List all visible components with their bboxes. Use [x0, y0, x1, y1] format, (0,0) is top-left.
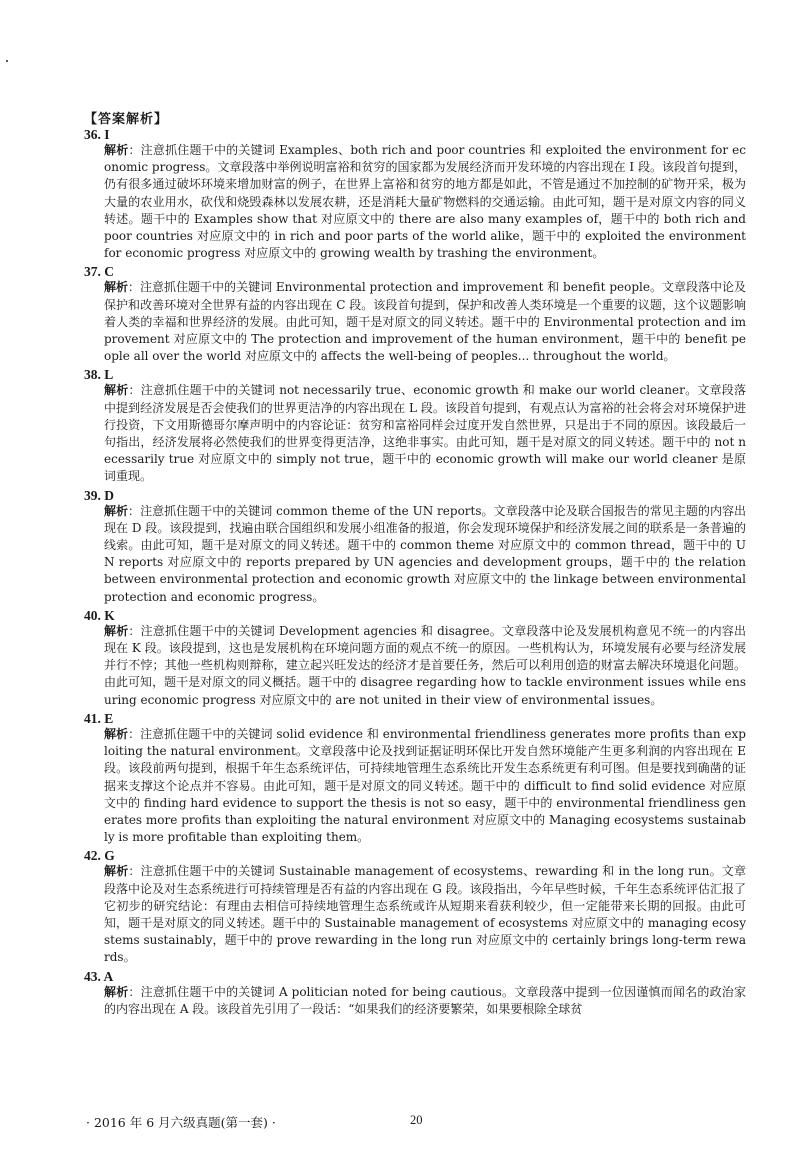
explanation-label: 解析 — [104, 623, 129, 638]
question-number: 39. D — [84, 487, 114, 503]
explanation-label: 解析 — [104, 503, 129, 518]
answer-item — [84, 367, 746, 485]
explanation-label: 解析 — [104, 383, 129, 398]
scan-speck — [6, 60, 8, 62]
answer-item — [84, 127, 746, 262]
page-number: 20 — [410, 1113, 423, 1127]
answer-item — [84, 608, 746, 709]
explanation-label: 解析 — [104, 726, 129, 741]
question-number: 37. C — [84, 264, 114, 280]
answer-list — [84, 127, 746, 1020]
question-number: 38. L — [84, 367, 114, 383]
explanation-label: 解析 — [104, 143, 129, 157]
explanation-text: ：注意抓住题干中的关键词 A politician noted for being cautious。文章段落中提到一位因谨慎而闻名的政治家的内容出现在 A 段。该段首先引用了一段话：“如果我们的经济要繁荣，如果要根除全球贫 — [104, 984, 746, 1016]
explanation-label: 解析 — [104, 280, 129, 295]
explanation-paragraph — [104, 726, 746, 846]
answer-item — [84, 969, 746, 1018]
explanation-paragraph — [104, 623, 746, 709]
question-number: 36. I — [84, 127, 110, 142]
answer-item — [84, 264, 746, 365]
explanation-text: ：注意抓住题干中的关键词 not necessarily true、economic growth 和 make our world cleaner。文章段落中提到经济发展是否会使我们的世界更洁净的内容出现在 L 段。该段首句提到，有观点认为富裕的社会将会对环境保护进行投资，下文用斯德哥尔摩声明中的内容论证：贫穷和富裕同样会过度开发自然世界，只是出于不同的原因。该段最后一句指出，经济发展将必然使我们的世界变得更洁净，这绝非事实。由此可知，题干是对原文的同义转述。题干中的 not necessarily true 对应原文中的 simply not true，题干中的 economic growth will make our world cleaner 是原词重现。 — [104, 383, 746, 484]
explanation-label: 解析 — [104, 984, 129, 999]
footer-source: · 2016 年 6 月六级真题(第一套) · — [86, 1115, 276, 1130]
explanation-text: ：注意抓住题干中的关键词 common theme of the UN reports。文章段落中论及联合国报告的常见主题的内容出现在 D 段。该段提到，找遍由联合国组织和发展小组准备的报道，你会发现环境保护和经济发展之间的联系是一条普遍的线索。由此可知，题干是对原文的同义转述。题干中的 common theme 对应原文中的 common thread，题干中的 UN reports 对应原文中的 reports prepared by UN agencies and development groups，题干中的 the relation between environmental protection and economic growth 对应原文中的 the linkage between environmental protection and economic progress。 — [104, 503, 746, 604]
explanation-paragraph — [104, 503, 746, 606]
question-number: 41. E — [84, 710, 114, 726]
explanation-paragraph — [104, 863, 746, 966]
explanation-text: ：注意抓住题干中的关键词 Examples、both rich and poor countries 和 exploited the environment for economic progress。文章段落中举例说明富裕和贫穷的国家都为发展经济而开发环境的内容出现在 I 段。该段首句提到，仍有很多通过破坏环境来增加财富的例子，在世界上富裕和贫穷的地方都是如此，不管是通过不加控制的矿物开采，极为大量的农业用水，砍伐和烧毁森林以发展农耕，还是消耗大量矿物燃料的交通运输。由此可知，题干是对原文内容的同义转述。题干中的 Examples show that 对应原文中的 there are also many examples of，题干中的 both rich and poor countries 对应原文中的 in rich and poor parts of the world alike，题干中的 exploited the environment for economic progress 对应原文中的 growing wealth by trashing the environment。 — [104, 143, 746, 261]
explanation-text: ：注意抓住题干中的关键词 Development agencies 和 disagree。文章段落中论及发展机构意见不统一的内容出现在 K 段。该段提到，这也是发展机构在环境问题方面的观点不统一的原因。一些机构认为，环境发展有必要与经济发展并行不悖；其他一些机构则辩称，建立起兴旺发达的经济才是首要任务，然后可以利用创造的财富去解决环境退化问题。由此可知，题干是对原文的同义概括。题干中的 disagree regarding how to tackle environment issues while ensuring economic progress 对应原文中的 are not united in their view of environmental issues。 — [104, 623, 746, 707]
explanation-text: ：注意抓住题干中的关键词 Environmental protection and improvement 和 benefit people。文章段落中论及保护和改善环境对全世界有益的内容出现在 C 段。该段首句提到，保护和改善人类环境是一个重要的议题，这个议题影响着人类的幸福和世界经济的发展。由此可知，题干是对原文的同义转述。题干中的 Environmental protection and improvement 对应原文中的 The protection and improvement of the human environment，题干中的 benefit people all over the world 对应原文中的 affects the well-being of peoples... throughout the world。 — [104, 280, 746, 364]
answer-item — [84, 848, 746, 966]
answer-item — [84, 488, 746, 606]
explanation-paragraph — [104, 142, 746, 262]
section-title: 【答案解析】 — [84, 112, 169, 127]
explanation-text: ：注意抓住题干中的关键词 solid evidence 和 environmental friendliness generates more profits than exploiting the natural environment。文章段落中论及找到证据证明环保比开发自然环境能产生更多利润的内容出现在 E 段。该段前两句提到，根据千年生态系统评估，可持续地管理生态系统比开发生态系统更有利可图。但是要找到确凿的证据来支撑这个论点并不容易。由此可知，题干是对原文的同义转述。题干中的 difficult to find solid evidence 对应原文中的 finding hard evidence to support the thesis is not so easy，题干中的 environmental friendliness generates more profits than exploiting the natural environment 对应原文中的 Managing ecosystems sustainably is more profitable than exploiting them。 — [104, 726, 746, 845]
question-number: 42. G — [84, 848, 115, 864]
explanation-label: 解析 — [104, 864, 129, 879]
question-number: 43. A — [84, 968, 114, 984]
explanation-text: ：注意抓住题干中的关键词 Sustainable management of ecosystems、rewarding 和 in the long run。文章段落中论及对生态系统进行可持续管理是否有益的内容出现在 G 段。该段指出，今年早些时候，千年生态系统评估汇报了它初步的研究结论：有理由去相信可持续地管理生态系统或许从短期来看获利较少，但一定能带来长期的回报。由此可知，题干是对原文的同义转述。题干中的 Sustainable management of ecosystems 对应原文中的 managing ecosystems sustainably，题干中的 prove rewarding in the long run 对应原文中的 certainly brings long-term rewards。 — [104, 864, 746, 965]
explanation-paragraph — [104, 279, 746, 365]
answer-item — [84, 711, 746, 846]
question-number: 40. K — [84, 607, 115, 623]
explanation-paragraph — [104, 984, 746, 1018]
explanation-paragraph — [104, 382, 746, 485]
